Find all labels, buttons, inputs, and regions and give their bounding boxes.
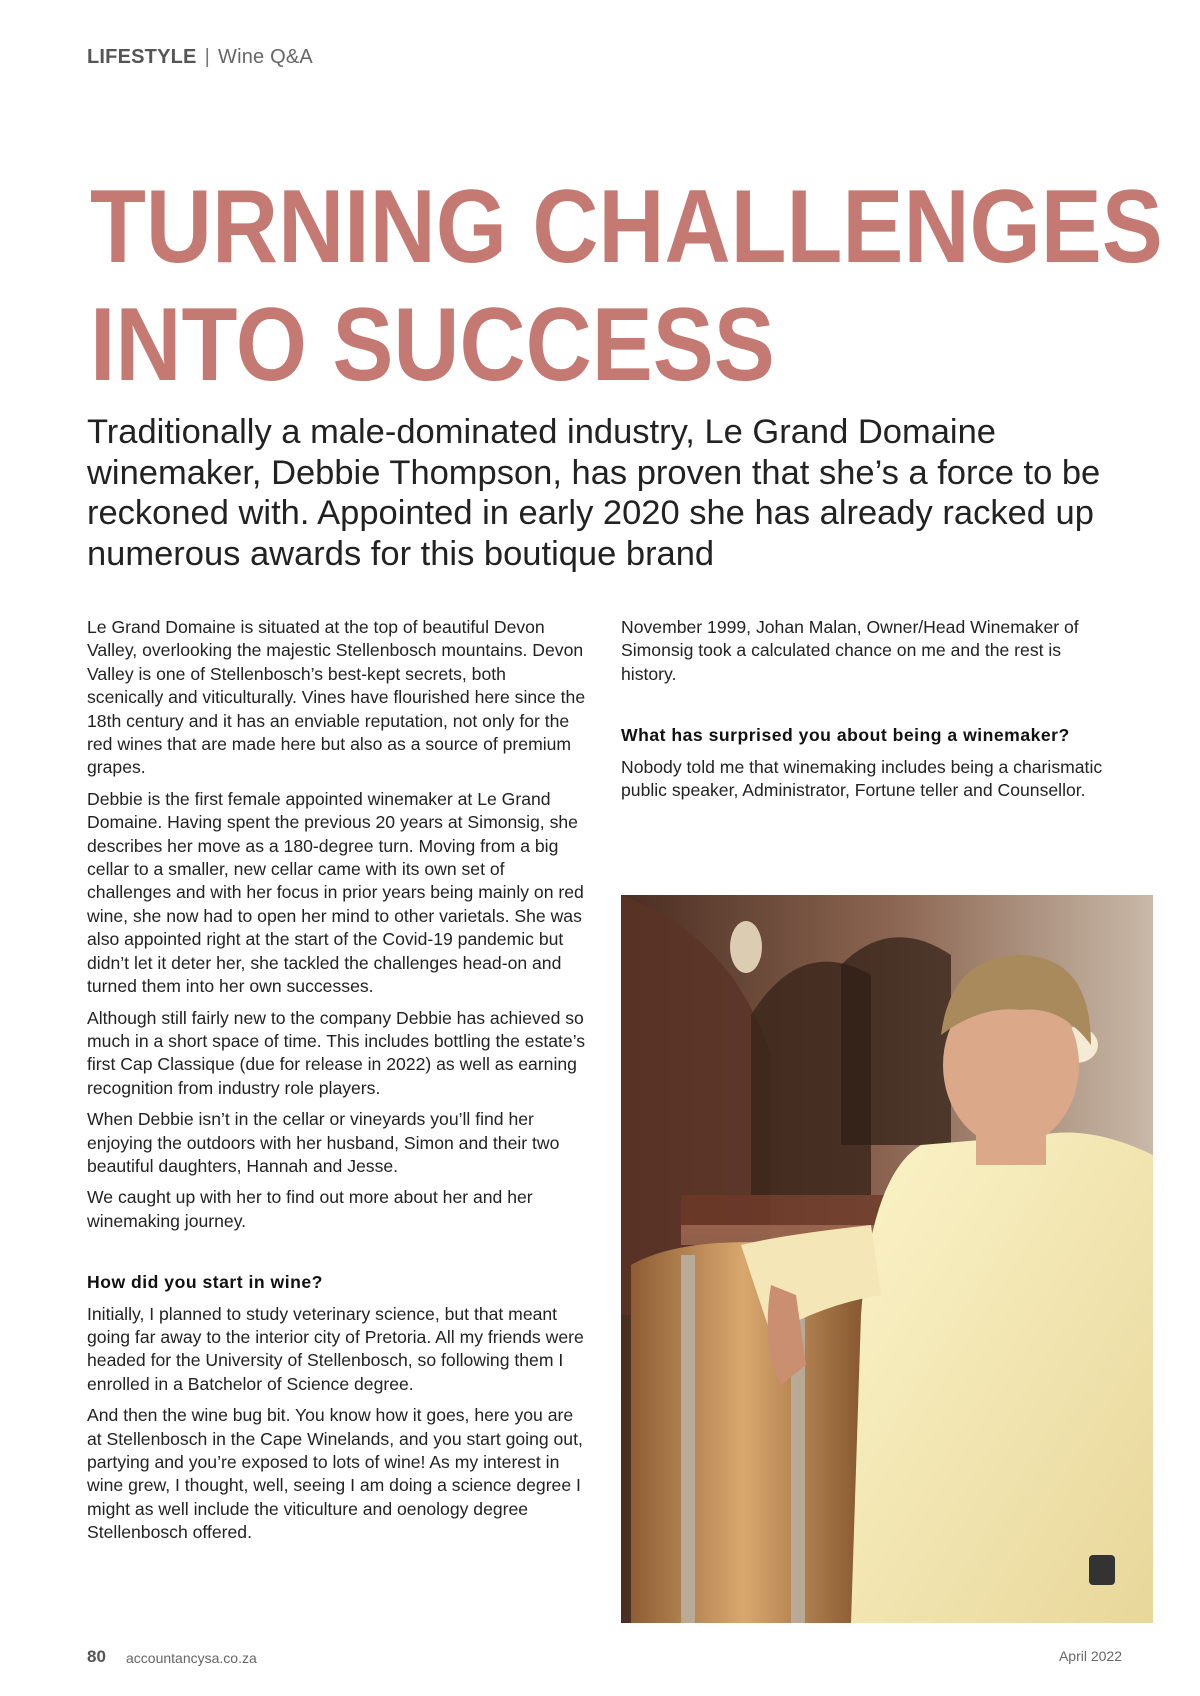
cellar-portrait-illustration bbox=[621, 895, 1153, 1623]
question-heading: What has surprised you about being a winemaker? bbox=[621, 725, 1070, 746]
title-line-1: TURNING CHALLENGES bbox=[90, 169, 1163, 285]
article-title bbox=[90, 168, 1163, 404]
page-number: 80 bbox=[87, 1647, 106, 1666]
paragraph: Although still fairly new to the company Debbie has achieved so much in a short space of time. This includes bottling the estate’s first Cap Classique (due for release in 2022) as well as earning recognition from industry role players. bbox=[87, 1007, 586, 1098]
subsection-label: Wine Q&A bbox=[218, 46, 313, 68]
section-label: LIFESTYLE bbox=[87, 46, 197, 68]
continuation-paragraph: November 1999, Johan Malan, Owner/Head Winemaker of Simonsig took a calculated chance on me and the rest is history. bbox=[621, 617, 1079, 684]
paragraph: We caught up with her to find out more about her and her winemaking journey. bbox=[87, 1187, 533, 1231]
issue-date: April 2022 bbox=[1058, 1648, 1122, 1664]
paragraph: Debbie is the first female appointed winemaker at Le Grand Domaine. Having spent the previous 20 years at Simonsig, she describes her move as a 180-degree turn. Moving from a big cellar to a smaller, new cellar came with its own set of challenges and with her focus in prior years being mainly on red wine, she now had to open her mind to other varietals. She was also appointed right at the start of the Covid-19 pandemic but didn’t let it deter her, she tackled the challenges head-on and turned them into her own successes. bbox=[87, 788, 584, 997]
paragraph: Le Grand Domaine is situated at the top of beautiful Devon Valley, overlooking the majestic Stellenbosch mountains. Devon Valley is one of Stellenbosch’s best-kept secrets, both scenically and viticulturally. Vines have flourished here since the 18th century and it has an enviable reputation, not only for the red wines that are made here but also as a source of premium grapes. bbox=[87, 617, 586, 778]
winemaker-photo bbox=[621, 895, 1153, 1623]
section-header bbox=[87, 46, 313, 69]
right-column bbox=[621, 616, 1111, 810]
standfirst: Traditionally a male-dominated industry, Le Grand Domaine winemaker, Debbie Thompson, has proven that she’s a force to be reckoned with. Appointed in early 2020 she has already racked up numerous awards for this boutique brand bbox=[87, 413, 1101, 573]
header-separator: | bbox=[204, 46, 210, 68]
title-line-2: INTO SUCCESS bbox=[90, 287, 775, 403]
answer-paragraph: Initially, I planned to study veterinary science, but that meant going far away to the interior city of Pretoria. All my friends were headed for the University of Stellenbosch, so following them I enrolled in a Batchelor of Science degree. bbox=[87, 1303, 584, 1394]
left-column bbox=[87, 616, 587, 1553]
answer-paragraph: Nobody told me that winemaking includes being a charismatic public speaker, Administrator, Fortune teller and Counsellor. bbox=[621, 756, 1103, 801]
paragraph: When Debbie isn’t in the cellar or vineyards you’ll find her enjoying the outdoors with her husband, Simon and their two beautiful daughters, Hannah and Jesse. bbox=[87, 1109, 560, 1176]
question-heading: How did you start in wine? bbox=[87, 1272, 323, 1293]
answer-paragraph: And then the wine bug bit. You know how it goes, here you are at Stellenbosch in the Cape Winelands, and you start going out, partying and you’re exposed to lots of wine! As my interest in wine grew, I thought, well, seeing I am doing a science degree I might as well include the viticulture and oenology degree Stellenbosch offered. bbox=[87, 1405, 583, 1543]
website-link[interactable]: accountancysa.co.za bbox=[126, 1650, 257, 1666]
